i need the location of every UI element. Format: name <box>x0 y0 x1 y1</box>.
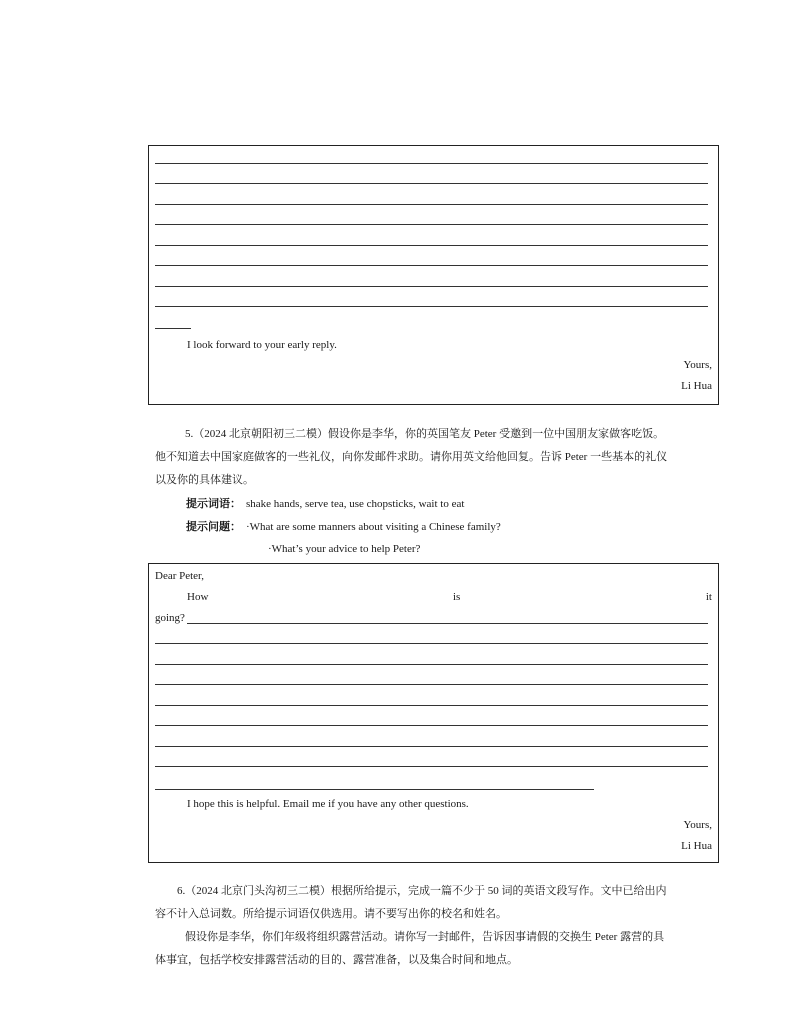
writing-line-short[interactable] <box>155 789 594 790</box>
closing-line: I hope this is helpful. Email me if you have any other questions. <box>187 798 469 810</box>
writing-line[interactable] <box>187 623 708 624</box>
writing-line-short[interactable] <box>155 328 191 329</box>
writing-line[interactable] <box>155 224 708 225</box>
writing-line[interactable] <box>155 204 708 205</box>
greeting: Dear Peter, <box>155 570 205 582</box>
writing-line[interactable] <box>155 766 708 767</box>
opening-word: it <box>705 591 712 603</box>
question-6-line-1: 6.（2024 北京门头沟初三二模）根据所给提示，完成一篇不少于 50 词的英语文段写作。文中已给出内 <box>177 885 667 897</box>
signature: Li Hua <box>681 840 712 852</box>
question-5-line-2: 他不知道去中国家庭做客的一些礼仪，向你发邮件求助。请你用英文给他回复。告诉 Peter 一些基本的礼仪 <box>155 451 668 463</box>
hint-question-1: ·What are some manners about visiting a Chinese family? <box>246 521 501 533</box>
question-6-line-4: 体事宜，包括学校安排露营活动的目的、露营准备，以及集合时间和地点。 <box>155 954 518 966</box>
letter-box-1 <box>148 145 719 405</box>
opening-word: going? <box>155 612 185 624</box>
question-5-line-3: 以及你的具体建议。 <box>155 474 254 486</box>
hint-question-2: ·What’s your advice to help Peter? <box>268 543 421 555</box>
writing-line[interactable] <box>155 306 708 307</box>
hint-words-label: 提示词语： <box>186 498 241 510</box>
closing-line: I look forward to your early reply. <box>187 339 337 351</box>
opening-word: How <box>187 591 209 603</box>
writing-line[interactable] <box>155 163 708 164</box>
hint-questions-label: 提示问题： <box>186 521 241 533</box>
opening-word: is <box>453 591 461 603</box>
signoff: Yours, <box>683 359 712 371</box>
writing-line[interactable] <box>155 664 708 665</box>
letter-box-2 <box>148 563 719 863</box>
writing-line[interactable] <box>155 286 708 287</box>
writing-line[interactable] <box>155 746 708 747</box>
writing-line[interactable] <box>155 265 708 266</box>
question-5-text <box>155 423 715 492</box>
signoff: Yours, <box>683 819 712 831</box>
signature: Li Hua <box>681 380 712 392</box>
question-6-line-2: 容不计入总词数。所给提示词语仅供选用。请不要写出你的校名和姓名。 <box>155 908 507 920</box>
question-5-line-1: 5.（2024 北京朝阳初三二模）假设你是李华，你的英国笔友 Peter 受邀到一位中国朋友家做客吃饭。 <box>185 428 665 440</box>
writing-line[interactable] <box>155 245 708 246</box>
question-6-line-3: 假设你是李华，你们年级将组织露营活动。请你写一封邮件，告诉因事请假的交换生 Peter 露营的具 <box>185 931 665 943</box>
hint-words: shake hands, serve tea, use chopsticks, wait to eat <box>246 498 465 510</box>
writing-line[interactable] <box>155 705 708 706</box>
writing-line[interactable] <box>155 725 708 726</box>
writing-line[interactable] <box>155 643 708 644</box>
writing-line[interactable] <box>155 684 708 685</box>
question-6 <box>155 880 715 972</box>
writing-line[interactable] <box>155 183 708 184</box>
